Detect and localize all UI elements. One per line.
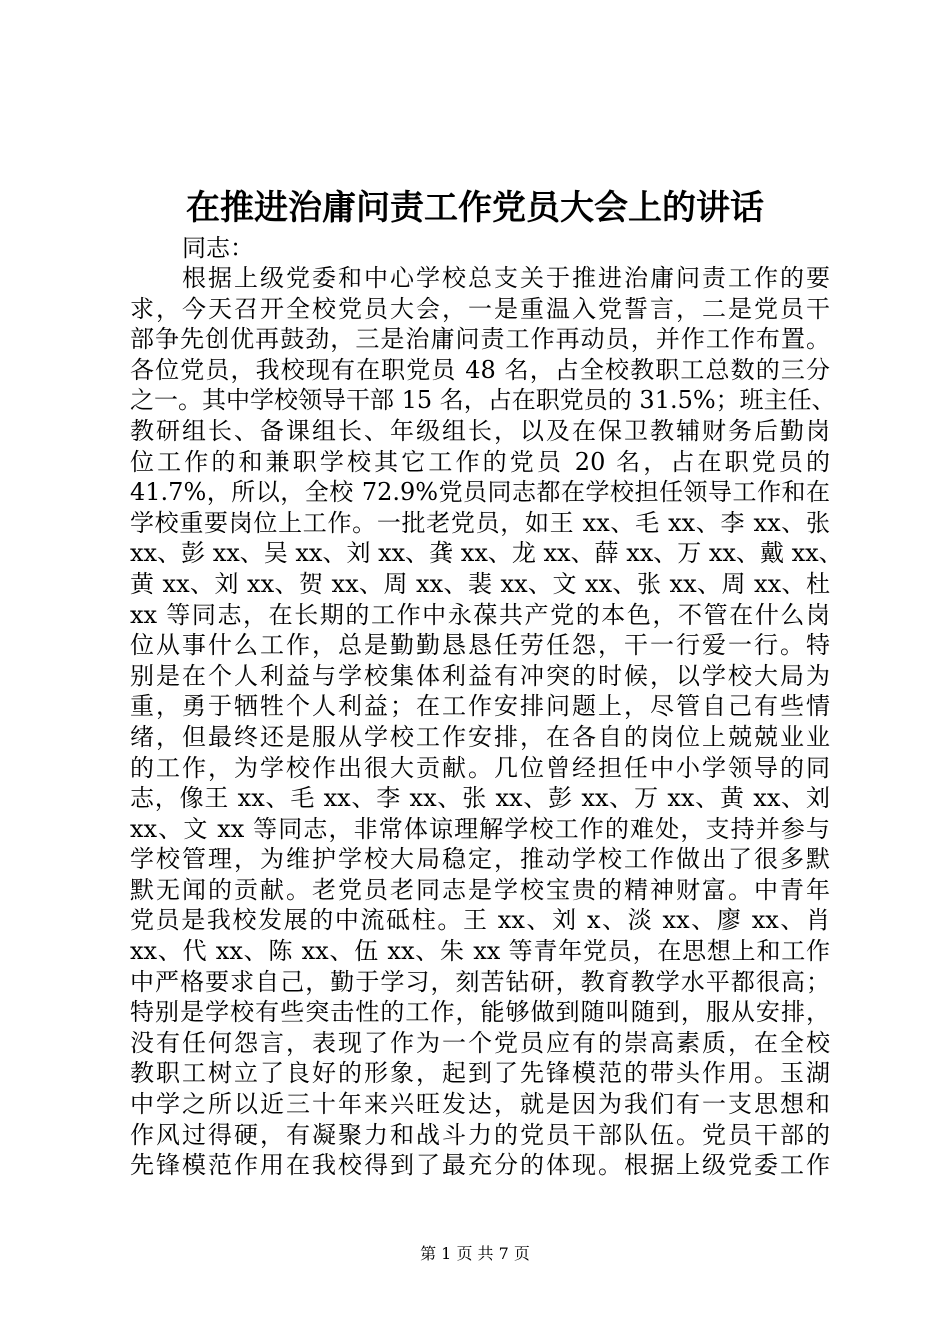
- text-line: 位工作的和兼职学校其它工作的党员 20 名，占在职党员的: [130, 447, 830, 476]
- text-line: 部争先创优再鼓劲，三是治庸问责工作再动员，并作工作布置。: [130, 325, 830, 354]
- text-line: 作风过得硬，有凝聚力和战斗力的党员干部队伍。党员干部的: [130, 1120, 830, 1149]
- text-line: 别是在个人利益与学校集体利益有冲突的时候，以学校大局为: [130, 661, 830, 690]
- text-line: 特别是学校有些突击性的工作，能够做到随叫随到，服从安排，: [130, 998, 830, 1027]
- text-line: 默无闻的贡献。老党员老同志是学校宝贵的精神财富。中青年: [130, 875, 830, 904]
- text-line: 教研组长、备课组长、年级组长，以及在保卫教辅财务后勤岗: [130, 416, 830, 445]
- document-title: 在推进治庸问责工作党员大会上的讲话: [186, 188, 764, 228]
- text-line: 学校重要岗位上工作。一批老党员，如王 xx、毛 xx、李 xx、张: [130, 508, 830, 537]
- text-line: 根据上级党委和中心学校总支关于推进治庸问责工作的要: [182, 264, 830, 292]
- text-line: xx、彭 xx、吴 xx、刘 xx、龚 xx、龙 xx、薛 xx、万 xx、戴 xx、: [130, 539, 843, 568]
- text-line: 教职工树立了良好的形象，起到了先锋模范的带头作用。玉湖: [130, 1059, 830, 1088]
- text-line: 41.7%，所以，全校 72.9%党员同志都在学校担任领导工作和在: [130, 478, 830, 507]
- text-line: 位从事什么工作，总是勤勤恳恳任劳任怨，干一行爱一行。特: [130, 631, 830, 660]
- text-line: 党员是我校发展的中流砥柱。王 xx、刘 x、淡 xx、廖 xx、肖: [130, 906, 830, 935]
- text-line: 学校管理，为维护学校大局稳定，推动学校工作做出了很多默: [130, 845, 830, 874]
- text-line: 各位党员，我校现有在职党员 48 名，占全校教职工总数的三分: [130, 355, 830, 384]
- text-line: xx 等同志，在长期的工作中永葆共产党的本色，不管在什么岗: [130, 600, 830, 629]
- text-line: 绪，但最终还是服从学校工作安排，在各自的岗位上兢兢业业: [130, 722, 830, 751]
- page-footer: 第 1 页 共 7 页: [420, 1244, 530, 1263]
- text-line: xx、文 xx 等同志，非常体谅理解学校工作的难处，支持并参与: [130, 814, 830, 843]
- text-line: 没有任何怨言，表现了作为一个党员应有的崇高素质，在全校: [130, 1028, 830, 1057]
- text-line: 求，今天召开全校党员大会，一是重温入党誓言，二是党员干: [130, 294, 830, 323]
- text-line: xx、代 xx、陈 xx、伍 xx、朱 xx 等青年党员，在思想上和工作: [130, 937, 830, 966]
- text-line: 的工作，为学校作出很大贡献。几位曾经担任中小学领导的同: [130, 753, 830, 782]
- text-line: 黄 xx、刘 xx、贺 xx、周 xx、裴 xx、文 xx、张 xx、周 xx、杜: [130, 569, 830, 598]
- text-line: 重，勇于牺牲个人利益；在工作安排问题上，尽管自己有些情: [130, 692, 830, 721]
- text-line: 中严格要求自己，勤于学习，刻苦钻研，教育教学水平都很高；: [130, 967, 830, 996]
- text-line: 之一。其中学校领导干部 15 名，占在职党员的 31.5%；班主任、: [130, 386, 836, 415]
- text-line: 志，像王 xx、毛 xx、李 xx、张 xx、彭 xx、万 xx、黄 xx、刘: [130, 784, 830, 813]
- body-text: [130, 263, 843, 1181]
- salutation: 同志：: [182, 234, 254, 262]
- text-line: 中学之所以近三十年来兴旺发达，就是因为我们有一支思想和: [130, 1090, 830, 1119]
- text-line: 先锋模范作用在我校得到了最充分的体现。根据上级党委工作: [130, 1151, 830, 1180]
